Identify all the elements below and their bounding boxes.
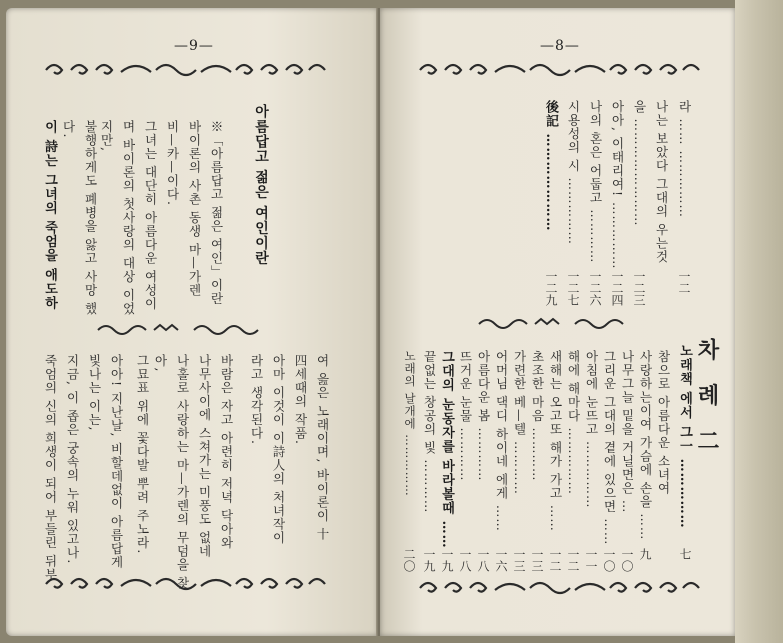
toc-entry-title: 참으로 아름다운 소녀여 <box>656 350 671 495</box>
middle-ornament-left <box>94 322 274 340</box>
text-column: 아마 이것이 이詩人의 처녀작이 <box>271 354 286 545</box>
toc-entry-page: 一八 <box>476 548 490 572</box>
text-column: ※「아름답고 젊은 여인」이란 <box>209 120 224 306</box>
toc-entry-title: 그대의 눈동자를 바라볼때 …… <box>439 350 454 549</box>
text-column: 여 읊은 노래이며, 바이론이 十 <box>315 354 330 541</box>
toc-entry-title: 後記 ………………… <box>543 100 558 232</box>
toc-entry-title: 그리운 그대의 곁에 있으면 …… <box>602 350 617 546</box>
toc-entry-title: 끝없는 창공의 빛 ………… <box>422 350 437 514</box>
text-column: 그묘표 위에 꽃다발 뿌려 주노라. <box>135 354 150 555</box>
left-page <box>6 8 378 636</box>
toc-entry-page: 一九 <box>440 548 454 572</box>
toc-entry-title: 해에 해마다 …………… <box>566 350 581 495</box>
text-column: 四세때의 작품. <box>293 354 308 445</box>
toc-entry-title: 나는 보았다 그대의 우는것 <box>654 100 669 264</box>
toc-entry-page: 一〇 <box>620 548 634 572</box>
toc-entry-title: 어머님 댁디 하이네 에게 …… <box>494 350 509 532</box>
page-number-left: —9— <box>174 38 214 54</box>
toc-entry-page: 一八 <box>458 548 472 572</box>
text-column: 아, <box>153 354 168 373</box>
toc-entry-title: 라 …… …………… <box>677 100 692 218</box>
page-number-right: —8— <box>540 38 580 54</box>
text-column: 나홀로 사랑하는 마—가렌의 무덤을 찾 <box>175 354 190 590</box>
bottom-ornament-left <box>41 574 331 592</box>
text-column: 지금, 이 좁은 궁속의 누워 있고나. <box>65 354 80 565</box>
toc-entry-page: 一三 <box>512 548 526 572</box>
toc-entry-title: 사랑하는이여 가슴에 손을 …… <box>638 350 653 541</box>
toc-entry-title: 나무그늘 밑을 거닐면은 … <box>620 350 635 514</box>
toc-entry-page: 七 <box>678 548 692 560</box>
toc-entry-page: 九 <box>638 548 652 560</box>
toc-entry-page: 一二 <box>677 270 691 294</box>
text-column: 며 바이론의 첫사랑의 대상 이었 <box>121 120 136 316</box>
toc-entry-title: 을 …………………… <box>632 100 647 227</box>
text-column: 그녀는 대단히 아름다운 여성이 <box>143 120 158 311</box>
text-column: 라고 생각된다. <box>249 354 264 445</box>
toc-entry-title: 아아, 이태리여! …………… <box>610 100 625 270</box>
toc-entry-page: 一二 <box>548 548 562 572</box>
toc-entry-page: 一二六 <box>588 270 602 306</box>
toc-entry-page: 一二 <box>566 548 580 572</box>
top-ornament-left <box>41 60 331 78</box>
toc-entry-page: 二〇 <box>402 548 416 572</box>
toc-entry-title: 뜨거운 눈물 ………… <box>458 350 473 482</box>
text-column: 바이론의 사촌 동생 마—가렌 <box>187 120 202 297</box>
toc-entry-page: 一三 <box>530 548 544 572</box>
toc-entry-title: 노래의 날개에 …………… <box>403 350 417 497</box>
toc-entry-title: 아름다운 봄 ………… <box>476 350 491 482</box>
toc-heading: 차 례 二 <box>694 338 720 460</box>
toc-entry-title: 가련한 베—텔 ………… <box>512 350 527 495</box>
toc-entry-title: 나의 혼은 어둡고 ………… <box>588 100 603 264</box>
toc-entry-page: 一二九 <box>544 270 558 306</box>
toc-entry-page: 一一 <box>584 548 598 572</box>
text-column: 나무사이에 스쳐가는 미풍도 없네 <box>197 354 212 558</box>
text-column: 이 詩는 그녀의 죽엄을 애도하 <box>42 120 57 311</box>
toc-entry-title: 노래책 에서 그一 …………… <box>677 344 692 529</box>
text-column: 다. <box>61 120 76 139</box>
text-column: 바람은 자고 아련히 저녁 닥아와 <box>219 354 234 550</box>
bottom-ornament-right <box>415 578 705 596</box>
toc-entry-page: 一二七 <box>566 270 580 306</box>
text-column: 비—카—이다. <box>165 120 180 206</box>
text-column: 아아! 지난날, 비할데없이 아름답게 <box>109 354 124 569</box>
toc-entry-page: 一六 <box>494 548 508 572</box>
toc-entry-page: 一二四 <box>610 270 624 306</box>
toc-entry-title: 시용성의 시 …………… <box>566 100 581 245</box>
toc-entry-page: 一九 <box>422 548 436 572</box>
toc-entry-title: 새해는 오고또 해가 가고 …… <box>548 350 563 532</box>
toc-entry-page: 一二三 <box>632 270 646 306</box>
poem-title: 아름답고 젊은 여인이란 <box>253 104 269 266</box>
text-column: 지만, <box>99 120 114 152</box>
book-edge <box>735 0 783 643</box>
top-ornament-right <box>415 60 705 78</box>
toc-entry-page: 一〇 <box>602 548 616 572</box>
text-column: 불행하게도 폐병을 앓고 사망 했 <box>83 120 98 316</box>
text-column: 빛나는 이는, <box>87 354 102 432</box>
toc-entry-title: 아침에 눈뜨고 …………… <box>584 350 599 509</box>
toc-entry-title: 초조한 마음 ………… <box>530 350 545 482</box>
middle-ornament-right <box>475 316 645 334</box>
right-page <box>380 8 735 636</box>
text-column: 죽엄의 신의 희생이 되어 부들린 뒤부 <box>43 354 58 582</box>
